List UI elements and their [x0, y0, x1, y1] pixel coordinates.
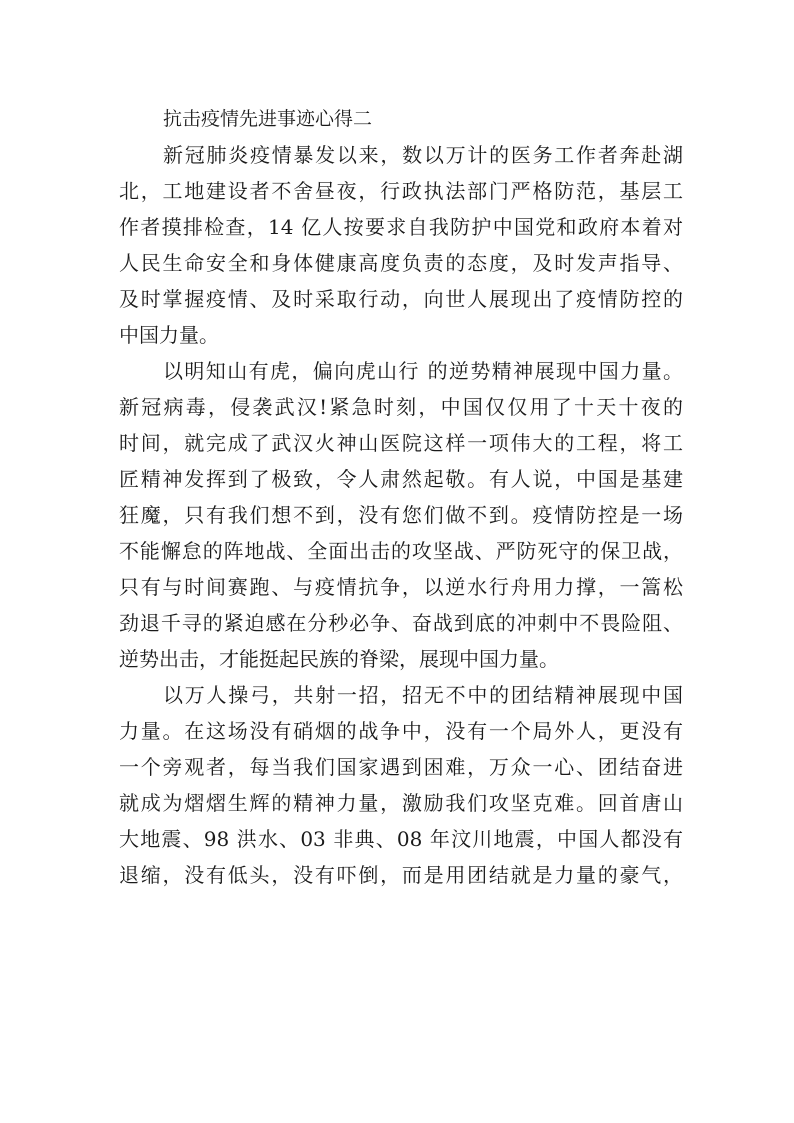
text-line: 以万人操弓，共射一招，招无不中的团结精神展现中国	[163, 683, 683, 707]
text-line: 中国力量。	[119, 323, 219, 347]
text-line: 人民生命安全和身体健康高度负责的态度，及时发声指导、	[119, 251, 683, 275]
text-line: 退缩，没有低头，没有吓倒，而是用团结就是力量的豪气，	[119, 863, 683, 887]
text-line: 劲退千寻的紧迫感在分秒必争、奋战到底的冲刺中不畏险阻、	[119, 611, 683, 635]
text-line: 只有与时间赛跑、与疫情抗争，以逆水行舟用力撑，一篙松	[119, 575, 683, 599]
text-line: 匠精神发挥到了极致，令人肃然起敬。有人说，中国是基建	[119, 467, 683, 491]
text-line: 新冠肺炎疫情暴发以来，数以万计的医务工作者奔赴湖	[163, 143, 683, 167]
text-line: 逆势出击，才能挺起民族的脊梁，展现中国力量。	[119, 647, 559, 671]
text-line: 以明知山有虎，偏向虎山行 的逆势精神展现中国力量。	[163, 359, 683, 383]
text-line: 就成为熠熠生辉的精神力量，激励我们攻坚克难。回首唐山	[119, 791, 683, 815]
text-line: 作者摸排检查，14 亿人按要求自我防护中国党和政府本着对	[119, 215, 683, 239]
text-line: 大地震、98 洪水、03 非典、08 年汶川地震，中国人都没有	[119, 827, 683, 851]
text-line: 不能懈怠的阵地战、全面出击的攻坚战、严防死守的保卫战，	[119, 539, 683, 563]
text-line: 新冠病毒，侵袭武汉!紧急时刻，中国仅仅用了十天十夜的	[119, 395, 683, 419]
text-line: 力量。在这场没有硝烟的战争中，没有一个局外人，更没有	[119, 719, 683, 743]
text-line: 北，工地建设者不舍昼夜，行政执法部门严格防范，基层工	[119, 179, 683, 203]
document-title: 抗击疫情先进事迹心得二	[163, 108, 373, 130]
text-line: 一个旁观者，每当我们国家遇到困难，万众一心、团结奋进	[119, 755, 683, 779]
text-line: 时间，就完成了武汉火神山医院这样一项伟大的工程，将工	[119, 431, 683, 455]
text-line: 狂魔，只有我们想不到，没有您们做不到。疫情防控是一场	[119, 503, 683, 527]
text-line: 及时掌握疫情、及时采取行动，向世人展现出了疫情防控的	[119, 287, 683, 311]
